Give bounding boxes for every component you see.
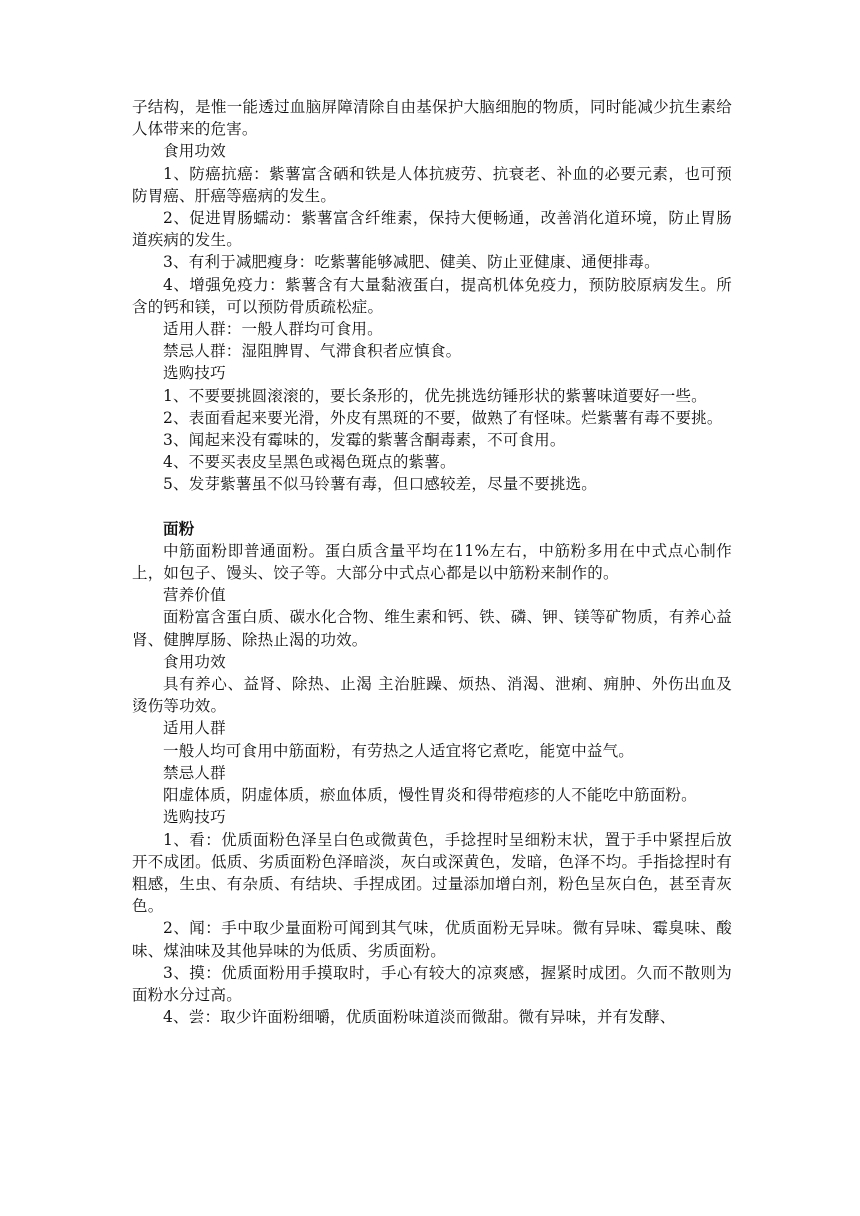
paragraph: 3、闻起来没有霉味的，发霉的紫薯含酮毒素，不可食用。 [163, 431, 566, 450]
document-body [132, 96, 732, 1028]
section-label-nutrition: 营养价值 [163, 586, 226, 605]
paragraph: 中筋面粉即普通面粉。蛋白质含量平均在11%左右，中筋粉多用在中式点心制作上，如包子、馒头、饺子等。大部分中式点心都是以中筋粉来制作的。 [132, 541, 732, 583]
section-heading-flour: 面粉 [163, 518, 195, 538]
paragraph: 2、促进胃肠蠕动：紫薯富含纤维素，保持大便畅通，改善消化道环境，防止胃肠道疾病的发生。 [132, 209, 732, 250]
paragraph: 4、增强免疫力：紫薯含有大量黏液蛋白，提高机体免疫力，预防胶原病发生。所含的钙和镁，可以预防骨质疏松症。 [132, 275, 732, 316]
section-label-edible-effects: 食用功效 [163, 142, 226, 161]
paragraph: 4、尝：取少许面粉细嚼，优质面粉味道淡而微甜。微有异味，并有发酵、 [163, 1008, 676, 1027]
paragraph: 具有养心、益肾、除热、止渴 主治脏躁、烦热、消渴、泄痢、痈肿、外伤出血及烫伤等功效。 [132, 675, 732, 716]
paragraph: 1、看：优质面粉色泽呈白色或微黄色，手捻捏时呈细粉末状，置于手中紧捏后放开不成团。低质、劣质面粉色泽暗淡，灰白或深黄色，发暗，色泽不均。手指捻捏时有粗感，生虫、有杂质、有结块、手捏成团。过量添加增白剂，粉色呈灰白色，甚至青灰色。 [132, 830, 732, 916]
paragraph: 1、防癌抗癌：紫薯富含硒和铁是人体抗疲劳、抗衰老、补血的必要元素，也可预防胃癌、肝癌等癌病的发生。 [132, 164, 732, 205]
paragraph: 4、不要买表皮呈黑色或褐色斑点的紫薯。 [163, 453, 456, 472]
paragraph: 子结构，是惟一能透过血脑屏障清除自由基保护大脑细胞的物质，同时能减少抗生素给人体带来的危害。 [132, 98, 732, 139]
section-label-taboo-people: 禁忌人群 [163, 763, 226, 782]
paragraph-suitable-people: 适用人群：一般人群均可食用。 [163, 320, 383, 339]
section-label-suitable-people: 适用人群 [163, 719, 226, 738]
paragraph: 面粉富含蛋白质、碳水化合物、维生素和钙、铁、磷、钾、镁等矿物质，有养心益肾、健脾厚肠、除热止渴的功效。 [132, 608, 732, 649]
paragraph: 2、闻：手中取少量面粉可闻到其气味，优质面粉无异味。微有异味、霉臭味、酸味、煤油味及其他异味的为低质、劣质面粉。 [132, 919, 732, 960]
paragraph: 一般人均可食用中筋面粉，有劳热之人适宜将它煮吃，能宽中益气。 [163, 741, 635, 760]
paragraph: 阳虚体质，阴虚体质，瘀血体质，慢性胃炎和得带疱疹的人不能吃中筋面粉。 [163, 786, 697, 805]
section-label-purchase-tips: 选购技巧 [163, 808, 226, 827]
paragraph: 5、发芽紫薯虽不似马铃薯有毒，但口感较差，尽量不要挑选。 [163, 475, 597, 494]
paragraph: 3、有利于减肥瘦身：吃紫薯能够减肥、健美、防止亚健康、通便排毒。 [163, 253, 660, 272]
paragraph: 2、表面看起来要光滑，外皮有黑斑的不要，做熟了有怪味。烂紫薯有毒不要挑。 [163, 408, 723, 427]
section-label-edible-effects: 食用功效 [163, 652, 226, 671]
paragraph-taboo-people: 禁忌人群：湿阻脾胃、气滞食积者应慎食。 [163, 342, 462, 361]
paragraph: 3、摸：优质面粉用手摸取时，手心有较大的凉爽感，握紧时成团。久而不散则为面粉水分过高。 [132, 963, 732, 1004]
section-label-purchase-tips: 选购技巧 [163, 364, 226, 383]
paragraph: 1、不要要挑圆滚滚的，要长条形的，优先挑选纺锤形状的紫薯味道要好一些。 [163, 386, 707, 405]
